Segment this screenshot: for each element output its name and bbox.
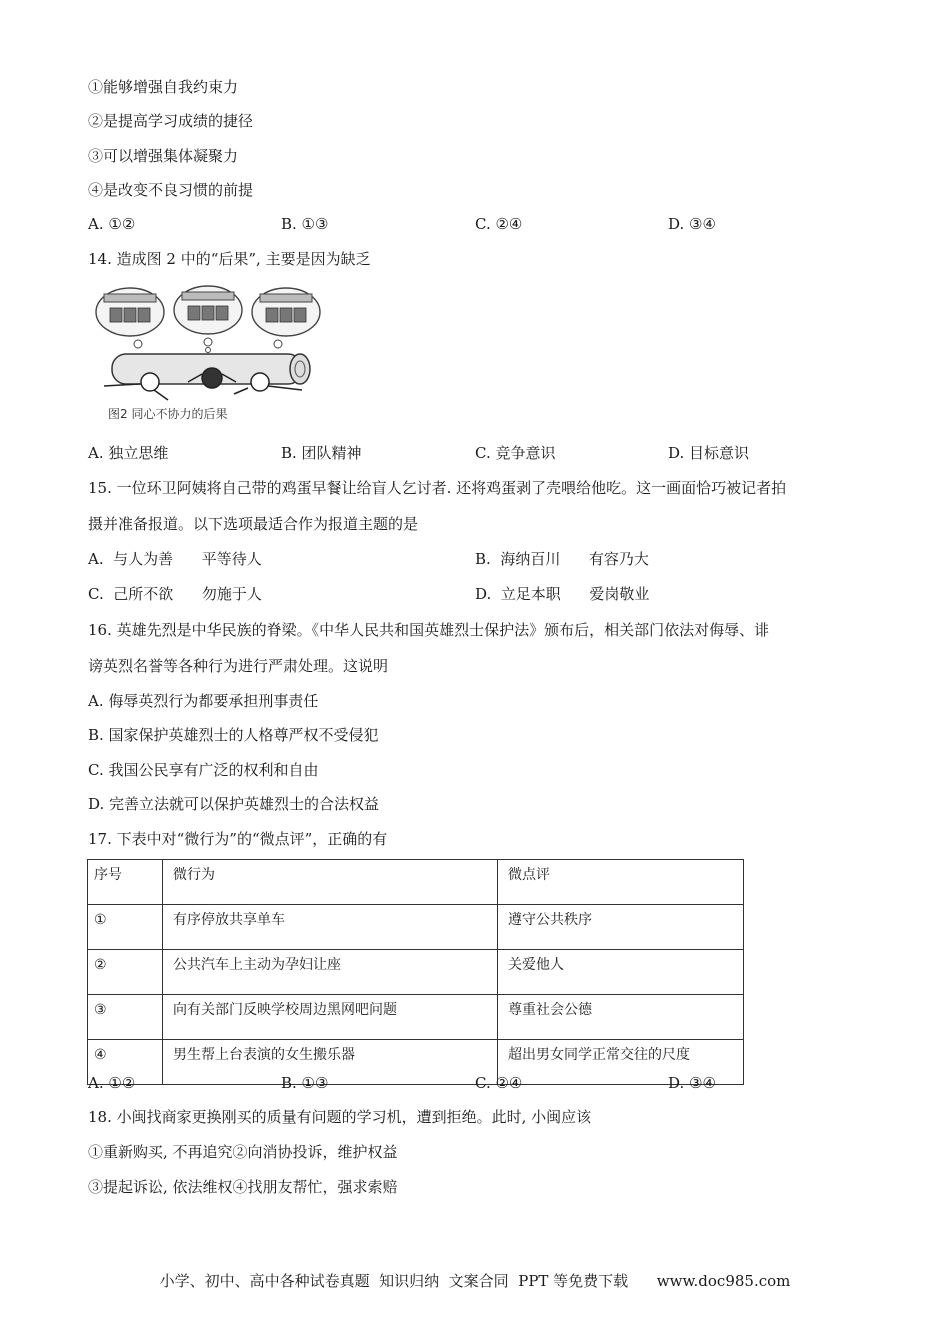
q15-option-b: B. 海纳百川 有容乃大 — [475, 550, 649, 568]
table-row — [88, 905, 744, 950]
table-cell: ② — [88, 950, 163, 995]
q17-table — [87, 859, 744, 1085]
q13-item-3: ③可以增强集体凝聚力 — [88, 147, 239, 165]
table-cell: 遵守公共秩序 — [498, 905, 744, 950]
q16-stem-line-2: 谤英烈名誉等各种行为进行严肃处理。这说明 — [88, 657, 389, 675]
q17-option-d: D. ③④ — [668, 1074, 716, 1092]
table-row — [88, 1040, 744, 1085]
table-cell: ① — [88, 905, 163, 950]
q14-option-c: C. 竞争意识 — [475, 444, 556, 462]
table-cell: 关爱他人 — [498, 950, 744, 995]
q13-option-a: A. ①② — [88, 215, 136, 233]
q16-option-c: C. 我国公民享有广泛的权利和自由 — [88, 761, 319, 779]
q17-stem: 17. 下表中对“微行为”的“微点评”，正确的有 — [88, 830, 388, 848]
table-cell: ④ — [88, 1040, 163, 1085]
q17-option-b: B. ①③ — [281, 1074, 329, 1092]
table-cell: ③ — [88, 995, 163, 1040]
q14-figure-caption: 图2 同心不协力的后果 — [108, 407, 228, 421]
table-cell: 超出男女同学正常交往的尺度 — [498, 1040, 744, 1085]
q14-option-a: A. 独立思维 — [88, 444, 169, 462]
q13-option-d: D. ③④ — [668, 215, 716, 233]
cartoon-illustration — [90, 282, 330, 430]
q17-option-a: A. ①② — [88, 1074, 136, 1092]
table-cell: 公共汽车上主动为孕妇让座 — [163, 950, 498, 995]
table-header-cell: 微行为 — [163, 860, 498, 905]
q16-option-a: A. 侮辱英烈行为都要承担刑事责任 — [88, 692, 319, 710]
q15-stem-line-1: 15. 一位环卫阿姨将自己带的鸡蛋早餐让给盲人乞讨者. 还将鸡蛋剥了壳喂给他吃。这一画面恰巧被记者拍 — [88, 479, 787, 497]
q14-option-b: B. 团队精神 — [281, 444, 362, 462]
q15-option-c: C. 己所不欲 勿施于人 — [88, 585, 262, 603]
q18-stem: 18. 小闽找商家更换刚买的质量有问题的学习机，遭到拒绝。此时, 小闽应该 — [88, 1108, 592, 1126]
q16-option-d: D. 完善立法就可以保护英雄烈士的合法权益 — [88, 795, 380, 813]
q13-item-4: ④是改变不良习惯的前提 — [88, 181, 254, 199]
table-header-row — [88, 860, 744, 905]
q18-line-1: ①重新购买, 不再追究②向消协投诉，维护权益 — [88, 1143, 398, 1161]
q15-option-a: A. 与人为善 平等待人 — [88, 550, 262, 568]
q16-stem-line-1: 16. 英雄先烈是中华民族的脊梁。《中华人民共和国英雄烈士保护法》颁布后，相关部门依法对侮辱、诽 — [88, 621, 770, 639]
table-header-cell: 微点评 — [498, 860, 744, 905]
table-cell: 向有关部门反映学校周边黑网吧问题 — [163, 995, 498, 1040]
q17-option-c: C. ②④ — [475, 1074, 523, 1092]
page-footer: 小学、初中、高中各种试卷真题 知识归纳 文案合同 PPT 等免费下载 www.doc985.com — [159, 1272, 791, 1290]
q14-stem: 14. 造成图 2 中的“后果”, 主要是因为缺乏 — [88, 250, 371, 268]
table-cell: 尊重社会公德 — [498, 995, 744, 1040]
q16-option-b: B. 国家保护英雄烈士的人格尊严权不受侵犯 — [88, 726, 379, 744]
q15-stem-line-2: 摄并准备报道。以下选项最适合作为报道主题的是 — [88, 515, 419, 533]
q13-option-b: B. ①③ — [281, 215, 329, 233]
q14-cartoon-figure — [90, 282, 330, 430]
table-row — [88, 950, 744, 995]
q14-option-d: D. 目标意识 — [668, 444, 750, 462]
table-cell: 男生帮上台表演的女生搬乐器 — [163, 1040, 498, 1085]
table-row — [88, 995, 744, 1040]
table-cell: 有序停放共享单车 — [163, 905, 498, 950]
table-header-cell: 序号 — [88, 860, 163, 905]
q13-item-2: ②是提高学习成绩的捷径 — [88, 112, 254, 130]
q13-item-1: ①能够增强自我约束力 — [88, 78, 239, 96]
q18-line-2: ③提起诉讼, 依法维权④找朋友帮忙，强求索赔 — [88, 1178, 398, 1196]
q15-option-d: D. 立足本职 爱岗敬业 — [475, 585, 650, 603]
q13-option-c: C. ②④ — [475, 215, 523, 233]
